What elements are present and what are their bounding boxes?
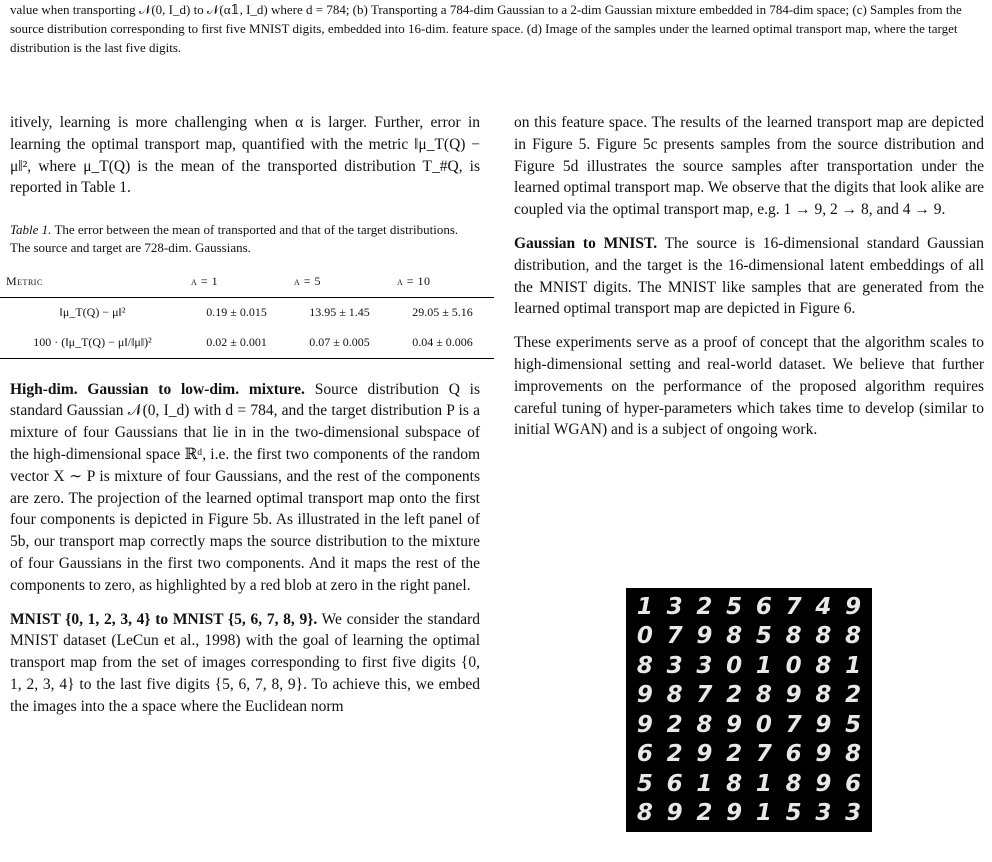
table-caption xyxy=(10,221,480,257)
mnist-digit-sample: 8 xyxy=(666,682,683,709)
header-alpha-1: α = 1 xyxy=(185,267,288,297)
mnist-digit-sample: 6 xyxy=(755,593,772,620)
mnist-digit-sample: 9 xyxy=(696,741,713,768)
mnist-digit-sample: 2 xyxy=(726,741,743,768)
mnist-digit-sample: 0 xyxy=(785,652,802,679)
paragraph-gaussian-mixture xyxy=(10,379,480,597)
mnist-digit-sample: 9 xyxy=(785,682,802,709)
mnist-digit-sample: 6 xyxy=(845,770,862,797)
mnist-digit-sample: 8 xyxy=(726,770,743,797)
mnist-digit-sample: 5 xyxy=(785,800,802,827)
paragraph-mnist-to-mnist xyxy=(10,609,480,718)
paragraph-conclusion: These experiments serve as a proof of concept that the algorithm scales to high-dimensional setting and real-world dataset. We believe that further improvements on the performance of the proposed algorithm requires careful tuning of hyper-parameters which takes time to develop (similar to initial WGAN) and is a subject of ongoing work. xyxy=(514,334,984,439)
paragraph-results: on this feature space. The results of the learned transport map are depicted in Figure 5. Figure 5c presents samples from the source distribution and Figure 5d illustrates the source samples after transportation under the learned optimal transport map. We observe that the digits that look alike are coupled via the optimal transport map, e.g. 1 → 9, 2 → 8, and 4 → 9. xyxy=(514,114,984,219)
mnist-digit-sample: 1 xyxy=(755,770,772,797)
mnist-digit-sample: 1 xyxy=(636,593,653,620)
mnist-digit-sample: 1 xyxy=(755,652,772,679)
mnist-digit-sample: 2 xyxy=(726,682,743,709)
mnist-digit-sample: 3 xyxy=(815,800,832,827)
paragraph-intro: itively, learning is more challenging when α is larger. Further, error in learning the optimal transport map, quantified with the metric ‖μ_T(Q) − μ‖², where μ_T(Q) is the mean of the transported distribution T_#Q, is reported in Table 1. xyxy=(10,114,480,197)
mnist-digit-sample: 8 xyxy=(636,800,653,827)
mnist-digit-sample: 7 xyxy=(666,623,683,650)
mnist-digit-sample: 9 xyxy=(696,623,713,650)
mnist-digit-sample: 8 xyxy=(785,770,802,797)
mnist-digit-sample: 2 xyxy=(666,741,683,768)
mnist-digit-sample: 8 xyxy=(785,623,802,650)
results-table xyxy=(0,267,494,358)
mnist-digit-sample: 1 xyxy=(755,800,772,827)
mnist-digit-sample: 3 xyxy=(666,652,683,679)
paragraph-heading: High-dim. Gaussian to low-dim. mixture. xyxy=(10,380,305,398)
mnist-digit-sample: 2 xyxy=(845,682,862,709)
mnist-digit-sample: 6 xyxy=(666,770,683,797)
mnist-digit-sample: 1 xyxy=(845,652,862,679)
paragraph-body: We consider the standard MNIST dataset (LeCun et al., 1998) with the goal of learning the optimal transport map from the set of images corresponding to first five digits {0, 1, 2, 3, 4} to the last five digits {5, 6, 7, 8, 9}. To achieve this, we embed the images into the a space where the Euclidean norm xyxy=(10,610,480,715)
mnist-digit-sample: 8 xyxy=(815,652,832,679)
mnist-digit-sample: 8 xyxy=(696,711,713,738)
mnist-digit-sample: 2 xyxy=(666,711,683,738)
table-caption-text: The error between the mean of transported and that of the target distributions. The source and target are 728-dim. Gaussians. xyxy=(10,222,459,256)
mnist-digit-sample: 3 xyxy=(845,800,862,827)
mnist-digit-sample: 5 xyxy=(726,593,743,620)
header-alpha-10: α = 10 xyxy=(391,267,494,297)
paragraph-gaussian-mnist xyxy=(514,233,984,320)
mnist-digit-sample: 9 xyxy=(726,711,743,738)
paragraph-heading: MNIST {0, 1, 2, 3, 4} to MNIST {5, 6, 7, 8, 9}. xyxy=(10,610,318,628)
table-cell: 0.02 ± 0.001 xyxy=(185,328,288,358)
mnist-digit-sample: 9 xyxy=(815,711,832,738)
header-alpha-5: α = 5 xyxy=(288,267,391,297)
mnist-digit-sample: 8 xyxy=(726,623,743,650)
left-column xyxy=(6,112,481,718)
mnist-digit-sample: 2 xyxy=(696,800,713,827)
table-cell: 13.95 ± 1.45 xyxy=(309,304,370,319)
table-cell: 0.19 ± 0.015 xyxy=(206,304,267,319)
table-cell: 100 · (‖μ_T(Q) − μ‖/‖μ‖)² xyxy=(0,328,185,358)
table-header-row xyxy=(0,267,494,297)
table-cell: 0.04 ± 0.006 xyxy=(391,328,494,358)
mnist-digit-sample: 8 xyxy=(815,682,832,709)
mnist-samples-figure xyxy=(626,588,872,832)
mnist-digit-sample: 7 xyxy=(696,682,713,709)
table-label: Table 1. xyxy=(10,222,52,238)
mnist-digit-sample: 9 xyxy=(815,741,832,768)
mnist-digit-sample: 8 xyxy=(815,623,832,650)
paragraph-body: The source is 16-dimensional standard Gaussian distribution, and the target is the 16-dimensional latent embeddings of all the MNIST digits. The MNIST like samples that are generated from the learned optimal transport map are depicted in Figure 6. xyxy=(514,234,984,318)
mnist-digit-sample: 8 xyxy=(755,682,772,709)
mnist-digit-sample: 9 xyxy=(666,800,683,827)
table-row xyxy=(0,297,494,327)
table-cell: 29.05 ± 5.16 xyxy=(412,304,473,319)
mnist-digit-sample: 9 xyxy=(726,800,743,827)
mnist-digit-sample: 8 xyxy=(636,652,653,679)
paragraph-body: Source distribution Q is standard Gaussian 𝒩(0, I_d) with d = 784, and the target distribution P is a mixture of four Gaussians that lie in in the two-dimensional subspace of the high-dimensional space ℝᵈ, i.e. the first two components of the random vector X ∼ P is mixture of four Gaussians, and the rest of the components are zero. The projection of the learned optimal transport map onto the first four components is depicted in Figure 5b. As illustrated in the left panel of 5b, our transport map correctly maps the source distribution to the mixture of four Gaussians in the first two components. And it maps the rest of the components to zero, as highlighted by a red blob at zero in the right panel. xyxy=(10,380,481,594)
mnist-digit-sample: 5 xyxy=(755,623,772,650)
mnist-digit-sample: 2 xyxy=(696,593,713,620)
header-metric: Metric xyxy=(0,267,185,297)
mnist-digit-sample: 0 xyxy=(636,623,653,650)
figure-caption: value when transporting 𝒩(0, I_d) to 𝒩(α𝟙, I_d) where d = 784; (b) Transporting a 784-dim Gaussian to a 2-dim Gaussian mixture embedded in 784-dim space; (c) Samples from the source distribution corresponding to first five MNIST digits, embedded into 16-dim. feature space. (d) Image of the samples under the learned optimal transport map, where the target distribution is the last five digits. xyxy=(10,2,962,55)
mnist-digit-sample: 9 xyxy=(636,711,653,738)
mnist-digit-sample: 8 xyxy=(845,741,862,768)
mnist-digit-sample: 3 xyxy=(666,593,683,620)
mnist-digit-sample: 0 xyxy=(726,652,743,679)
mnist-digit-sample: 7 xyxy=(785,711,802,738)
mnist-digit-sample: 3 xyxy=(696,652,713,679)
mnist-digit-sample: 4 xyxy=(815,593,832,620)
table-cell: 0.07 ± 0.005 xyxy=(288,328,391,358)
mnist-digit-sample: 8 xyxy=(845,623,862,650)
mnist-digit-sample: 5 xyxy=(845,711,862,738)
mnist-digit-sample: 7 xyxy=(785,593,802,620)
mnist-digit-sample: 1 xyxy=(696,770,713,797)
mnist-digit-sample: 9 xyxy=(815,770,832,797)
mnist-digit-sample: 6 xyxy=(636,741,653,768)
mnist-digit-sample: 9 xyxy=(636,682,653,709)
mnist-digit-sample: 0 xyxy=(755,711,772,738)
mnist-digit-sample: 7 xyxy=(755,741,772,768)
right-column xyxy=(514,112,984,453)
mnist-digit-sample: 6 xyxy=(785,741,802,768)
table-cell: ‖μ_T(Q) − μ‖² xyxy=(59,304,126,319)
mnist-digit-sample: 9 xyxy=(845,593,862,620)
mnist-digit-sample: 5 xyxy=(636,770,653,797)
paragraph-heading: Gaussian to MNIST. xyxy=(514,234,658,252)
table-row xyxy=(0,328,494,358)
